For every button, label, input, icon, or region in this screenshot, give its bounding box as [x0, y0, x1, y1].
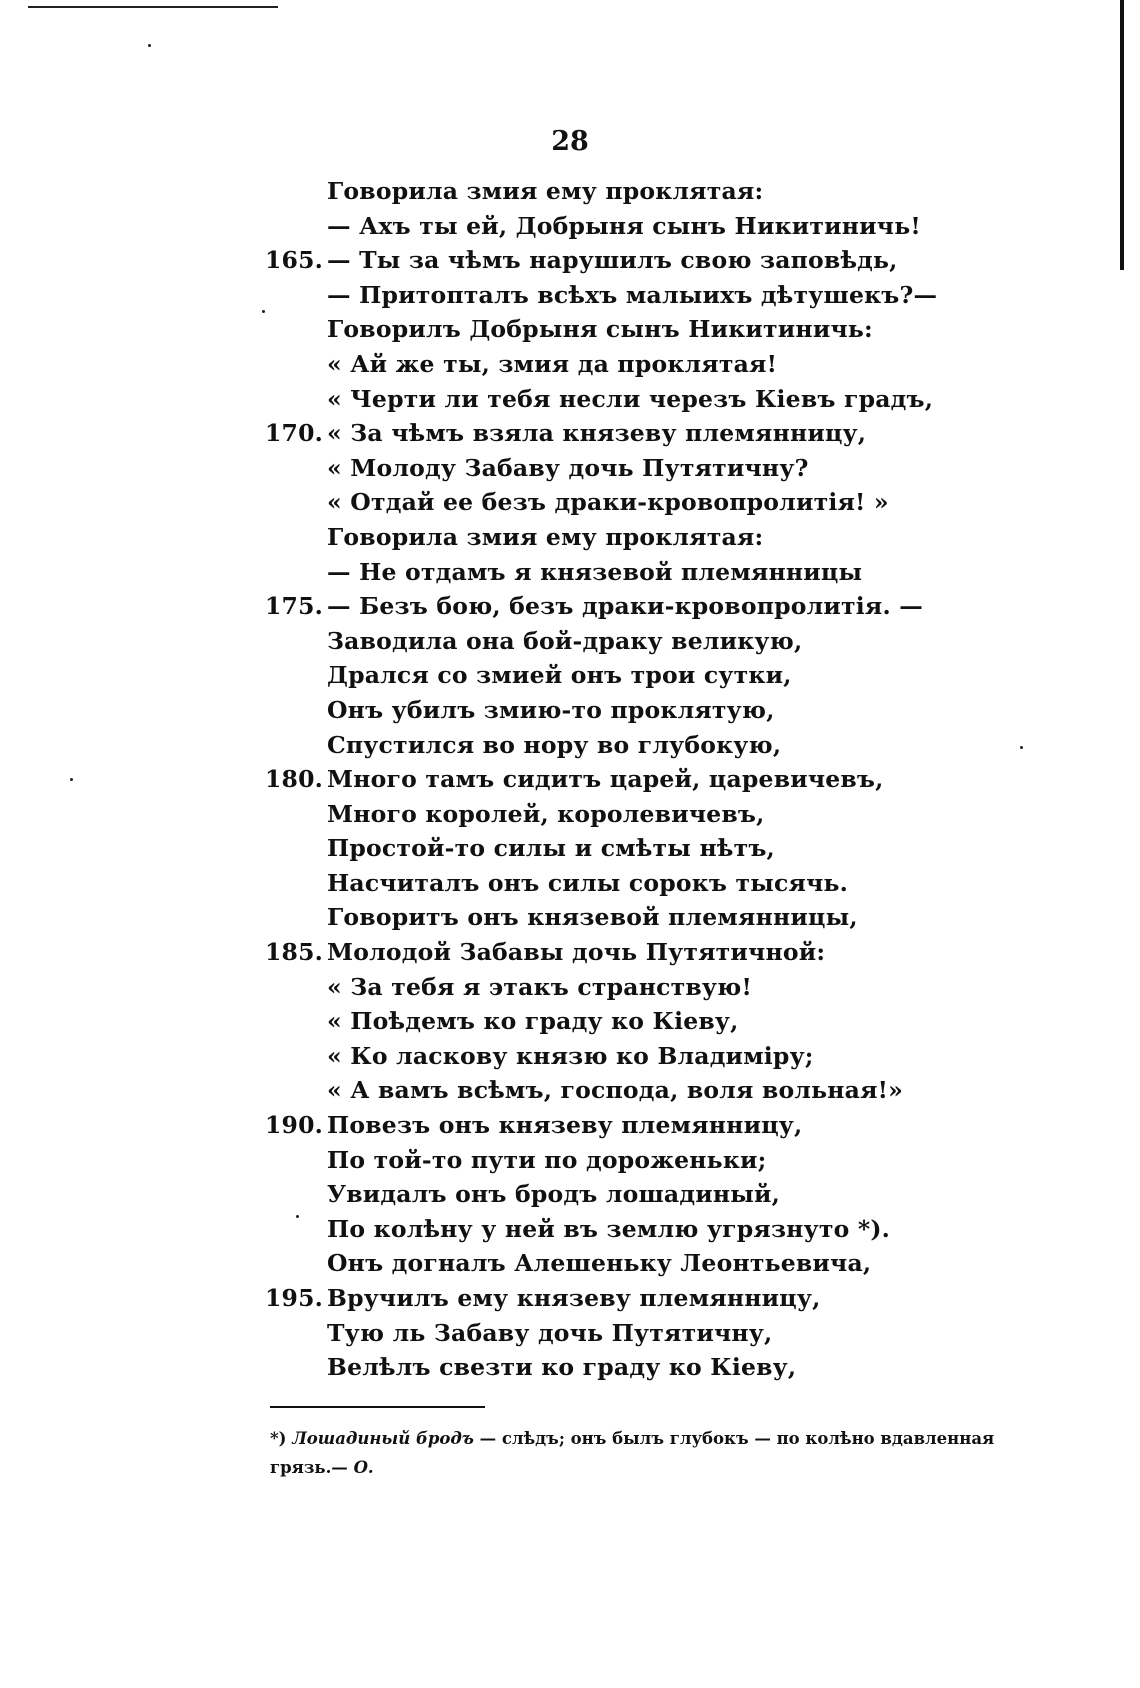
- line-text: Простой-то силы и смѣты нѣтъ,: [327, 834, 775, 863]
- line-text: « Ай же ты, змия да проклятая!: [327, 349, 778, 378]
- poem-line: [265, 589, 1065, 624]
- line-text: « Ко ласкову князю ко Владиміру;: [327, 1041, 814, 1070]
- poem-line: [265, 831, 1065, 866]
- line-text: Насчиталъ онъ силы сорокъ тысячь.: [327, 868, 849, 897]
- poem-line: [265, 1073, 1065, 1108]
- line-number: 180.: [265, 765, 324, 794]
- line-text: « За тебя я этакъ странствую!: [327, 972, 752, 1001]
- poem-line: [265, 1004, 1065, 1039]
- poem-line: [265, 555, 1065, 590]
- footnote-mark: *): [270, 1429, 287, 1448]
- line-text: Вручилъ ему князеву племянницу,: [327, 1284, 821, 1312]
- poem-line: [265, 1177, 1065, 1212]
- poem-line: [265, 1350, 1065, 1385]
- line-text: — Притопталъ всѣхъ малыихъ дѣтушекъ?—: [327, 280, 938, 309]
- poem-line: [265, 624, 1065, 659]
- line-text: Дрался со змией онъ трои сутки,: [327, 661, 792, 690]
- poem-line: [265, 520, 1065, 555]
- line-text: Спустился во нору во глубокую,: [327, 730, 782, 759]
- poem-line: [265, 382, 1065, 417]
- page-number: 28: [551, 126, 589, 157]
- line-number: 195.: [265, 1284, 324, 1312]
- scan-speck: [70, 778, 73, 781]
- line-text: Говоритъ онъ князевой племянницы,: [327, 903, 858, 932]
- poem-line: [265, 693, 1065, 728]
- line-text: Много тамъ сидитъ царей, царевичевъ,: [327, 765, 884, 794]
- line-text: « Молоду Забаву дочь Путятичну?: [327, 453, 809, 482]
- line-number: 175.: [265, 592, 324, 621]
- poem-line: [265, 970, 1065, 1005]
- poem-line: [265, 1143, 1065, 1178]
- line-text: По той-то пути по дороженьки;: [327, 1145, 767, 1174]
- poem-line: [265, 1246, 1065, 1281]
- poem-line: [265, 762, 1065, 797]
- line-text: Заводила она бой-драку великую,: [327, 626, 803, 655]
- line-number: 165.: [265, 246, 324, 275]
- poem-line: [265, 1212, 1065, 1247]
- poem-line: [265, 347, 1065, 382]
- line-text: « Отдай ее безъ драки-кровопролитія! »: [327, 488, 889, 517]
- poem-line: [265, 866, 1065, 901]
- line-text: « За чѣмъ взяла князеву племянницу,: [327, 419, 867, 448]
- footnote-rule: [270, 1406, 485, 1408]
- poem-line: [265, 243, 1065, 278]
- poem-line: [265, 1108, 1065, 1143]
- footnote-signature: О.: [353, 1458, 374, 1477]
- poem-line: [265, 1316, 1065, 1351]
- line-text: Повезъ онъ князеву племянницу,: [327, 1111, 803, 1140]
- footnote: [270, 1424, 1030, 1482]
- line-text: — Ты за чѣмъ нарушилъ свою заповѣдь,: [327, 246, 898, 275]
- poem-line: [265, 485, 1065, 520]
- line-text: Тую ль Забаву дочь Путятичну,: [327, 1318, 773, 1347]
- line-text: Увидалъ онъ бродъ лошадиный,: [327, 1180, 781, 1209]
- line-text: Молодой Забавы дочь Путятичной:: [327, 938, 826, 967]
- poem-line: [265, 312, 1065, 347]
- line-text: « А вамъ всѣмъ, господа, воля вольная!»: [327, 1076, 904, 1105]
- poem-line: [265, 1281, 1065, 1316]
- poem-line: [265, 451, 1065, 486]
- poem-line: [265, 1039, 1065, 1074]
- poem-line: [265, 728, 1065, 763]
- poem-line: [265, 797, 1065, 832]
- line-text: Велѣлъ свезти ко граду ко Кіеву,: [327, 1353, 797, 1382]
- line-text: Онъ догналъ Алешеньку Леонтьевича,: [327, 1249, 872, 1278]
- line-text: Говорила змия ему проклятая:: [327, 177, 764, 205]
- footnote-text: — слѣдъ; онъ былъ глубокъ — по колѣно вдавленная грязь.—: [270, 1429, 995, 1477]
- poem-line: [265, 416, 1065, 451]
- line-text: По колѣну у ней въ землю угрязнуто *).: [327, 1214, 891, 1243]
- line-text: Онъ убилъ змию-то проклятую,: [327, 695, 775, 724]
- poem-line: [265, 278, 1065, 313]
- scan-speck: [148, 44, 151, 47]
- poem-text: [265, 174, 1065, 1385]
- poem-line: [265, 900, 1065, 935]
- poem-line: [265, 658, 1065, 693]
- line-number: 190.: [265, 1111, 324, 1140]
- line-text: Говорила змия ему проклятая:: [327, 522, 764, 551]
- footnote-term: Лошадиный бродъ: [292, 1429, 474, 1448]
- scan-edge-top: [28, 6, 278, 8]
- line-number: 185.: [265, 938, 324, 967]
- line-text: « Черти ли тебя несли черезъ Кіевъ градъ,: [327, 384, 934, 413]
- line-text: — Не отдамъ я князевой племянницы: [327, 557, 863, 586]
- line-text: « Поѣдемъ ко граду ко Кіеву,: [327, 1007, 739, 1036]
- line-text: Говорилъ Добрыня сынъ Никитиничь:: [327, 315, 873, 344]
- line-number: 170.: [265, 419, 324, 448]
- poem-line: [265, 209, 1065, 244]
- poem-line: [265, 174, 1065, 209]
- poem-line: [265, 935, 1065, 970]
- line-text: — Безъ бою, безъ драки-кровопролитія. —: [327, 592, 923, 621]
- line-text: Много королей, королевичевъ,: [327, 799, 765, 828]
- line-text: — Ахъ ты ей, Добрыня сынъ Никитиничь!: [327, 211, 921, 240]
